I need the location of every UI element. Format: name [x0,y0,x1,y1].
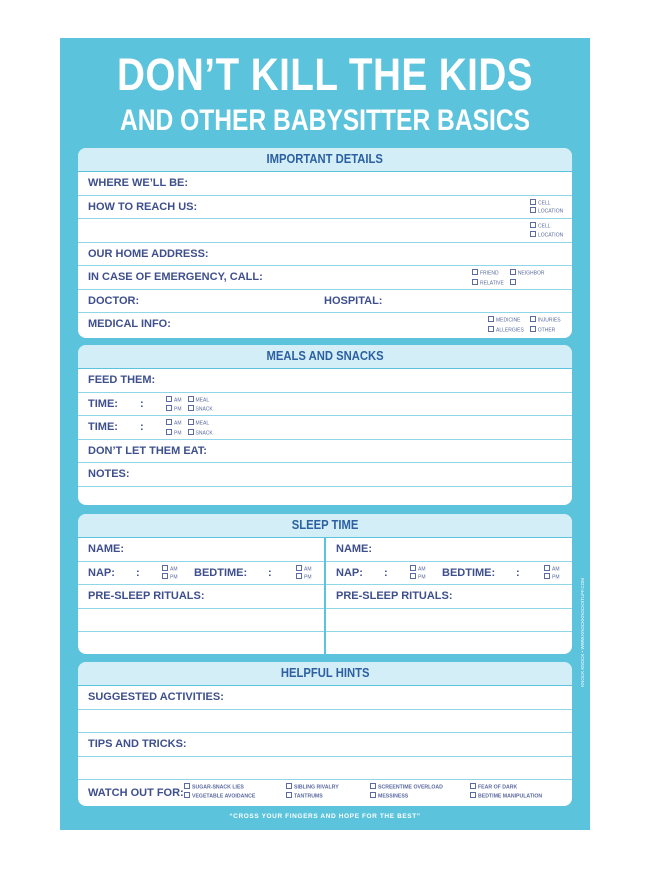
time-label: TIME: [88,397,118,410]
doctor-label: DOCTOR: [88,294,140,307]
tips-label: TIPS AND TRICKS: [88,738,187,750]
sugar-snack-checkbox[interactable]: SUGAR-SNACK LIES [184,783,255,792]
feed-row[interactable] [78,369,572,393]
nap-label: NAP: [336,566,363,579]
reach-options-2[interactable] [530,222,563,239]
notepad [60,38,590,830]
sleep-section [78,514,572,654]
neighbor-checkbox[interactable]: NEIGHBOR [510,269,545,278]
medical-options[interactable] [488,316,561,334]
section-heading: MEALS AND SNACKS [78,345,572,369]
screentime-checkbox[interactable]: SCREENTIME OVERLOAD [370,783,443,792]
rituals-row[interactable] [78,585,324,609]
dont-eat-row[interactable] [78,440,572,464]
messiness-checkbox[interactable]: MESSINESS [370,792,443,801]
where-row[interactable] [78,172,572,196]
watch-label: WATCH OUT FOR: [88,787,184,799]
bedtime-colon: : [268,566,272,579]
side-credit: KNOCK KNOCK • WWW.KNOCKKNOCKSTUFF.COM [580,578,585,687]
am-checkbox[interactable]: AM [544,565,560,574]
doctor-row[interactable] [78,290,572,314]
time-label: TIME: [88,421,118,433]
address-row[interactable] [78,243,572,267]
other-checkbox[interactable]: OTHER [530,326,561,335]
relative-checkbox[interactable]: RELATIVE [472,279,504,288]
pm-checkbox[interactable]: PM [166,429,182,438]
watch-row[interactable] [78,780,572,806]
bedtime-label: BEDTIME: [194,566,248,579]
feed-label: FEED THEM: [88,374,156,386]
emergency-row[interactable] [78,266,572,290]
meal-checkbox[interactable]: MEAL [188,419,213,428]
am-checkbox[interactable]: AM [296,565,312,574]
time-options-1[interactable] [166,396,213,414]
pm-checkbox[interactable]: PM [162,573,178,582]
other-checkbox[interactable] [510,279,545,288]
nap-label: NAP: [88,566,115,579]
reach-row[interactable] [78,196,572,220]
location-checkbox[interactable]: LOCATION [530,207,563,216]
pm-checkbox[interactable]: PM [410,573,426,582]
allergies-checkbox[interactable]: ALLERGIES [488,326,524,335]
am-checkbox[interactable]: AM [166,396,182,405]
location-checkbox[interactable]: LOCATION [530,231,563,240]
nap-row[interactable] [78,562,324,586]
time-row-2[interactable] [78,416,572,440]
friend-checkbox[interactable]: FRIEND [472,269,504,278]
name-row[interactable] [326,538,572,562]
watch-options-3[interactable] [370,783,443,800]
reach-options-1[interactable] [530,199,563,216]
hospital-label: HOSPITAL: [324,294,383,307]
snack-checkbox[interactable]: SNACK [188,429,213,438]
tantrums-checkbox[interactable]: TANTRUMS [286,792,339,801]
nap-colon: : [136,566,140,579]
sibling-checkbox[interactable]: SIBLING RIVALRY [286,783,339,792]
section-heading: SLEEP TIME [78,514,572,538]
activities-row-2[interactable] [78,710,572,734]
emergency-options[interactable] [472,269,544,287]
injuries-checkbox[interactable]: INJURIES [530,316,561,325]
watch-options-4[interactable] [470,783,542,800]
cell-checkbox[interactable]: CELL [530,199,563,208]
snack-checkbox[interactable]: SNACK [188,405,213,414]
tips-row-2[interactable] [78,757,572,781]
time-colon: : [140,397,144,410]
section-heading: IMPORTANT DETAILS [78,148,572,172]
nap-colon: : [384,566,388,579]
rituals-label: PRE-SLEEP RITUALS: [88,590,205,602]
fear-dark-checkbox[interactable]: FEAR OF DARK [470,783,542,792]
emergency-label: IN CASE OF EMERGENCY, CALL: [88,271,263,283]
nap-ampm[interactable] [162,565,178,582]
sleep-right [326,538,572,654]
notes-label: NOTES: [88,468,130,480]
name-label: NAME: [88,543,125,555]
pm-checkbox[interactable]: PM [544,573,560,582]
bedtime-label: BEDTIME: [442,566,496,579]
reach-row-2[interactable] [78,219,572,243]
time-colon: : [140,421,144,433]
pm-checkbox[interactable]: PM [166,405,182,414]
hints-section [78,662,572,806]
notes-row[interactable] [78,463,572,487]
vegetable-checkbox[interactable]: VEGETABLE AVOIDANCE [184,792,255,801]
title-sub: AND OTHER BABYSITTER BASICS [119,104,531,137]
time-options-2[interactable] [166,419,213,437]
sleep-left [78,538,324,654]
footer-tagline: “CROSS YOUR FINGERS AND HOPE FOR THE BEST” [229,813,421,820]
am-checkbox[interactable]: AM [166,419,182,428]
pm-checkbox[interactable]: PM [296,573,312,582]
rituals-row-2[interactable] [326,609,572,633]
title-main: DON’T KILL THE KIDS [117,49,533,100]
where-label: WHERE WE’LL BE: [88,177,189,189]
medical-row[interactable] [78,313,572,336]
rituals-row-3[interactable] [78,632,324,654]
rituals-row-2[interactable] [78,609,324,633]
activities-label: SUGGESTED ACTIVITIES: [88,691,224,703]
name-label: NAME: [336,543,373,555]
name-row[interactable] [78,538,324,562]
medicine-checkbox[interactable]: MEDICINE [488,316,524,325]
watch-options-1[interactable] [184,783,255,800]
nap-ampm[interactable] [410,565,426,582]
notes-row-2[interactable] [78,487,572,506]
medical-label: MEDICAL INFO: [88,318,171,330]
cell-checkbox[interactable]: CELL [530,222,563,231]
meals-section [78,345,572,505]
bedtime-colon: : [516,566,520,579]
rituals-label: PRE-SLEEP RITUALS: [336,590,453,602]
bedtime-ampm[interactable] [544,565,560,582]
rituals-row-3[interactable] [326,632,572,654]
address-label: OUR HOME ADDRESS: [88,247,209,260]
reach-label: HOW TO REACH US: [88,200,198,213]
section-heading: HELPFUL HINTS [78,662,572,686]
watch-options-2[interactable] [286,783,339,800]
dont-eat-label: DON’T LET THEM EAT: [88,444,207,457]
meal-checkbox[interactable]: MEAL [188,396,213,405]
am-checkbox[interactable]: AM [162,565,178,574]
bedtime-ampm[interactable] [296,565,312,582]
tips-row[interactable] [78,733,572,757]
time-row-1[interactable] [78,393,572,417]
bedtime-manipulation-checkbox[interactable]: BEDTIME MANIPULATION [470,792,542,801]
nap-row[interactable] [326,562,572,586]
rituals-row[interactable] [326,585,572,609]
activities-row[interactable] [78,686,572,710]
am-checkbox[interactable]: AM [410,565,426,574]
important-details-section [78,148,572,338]
